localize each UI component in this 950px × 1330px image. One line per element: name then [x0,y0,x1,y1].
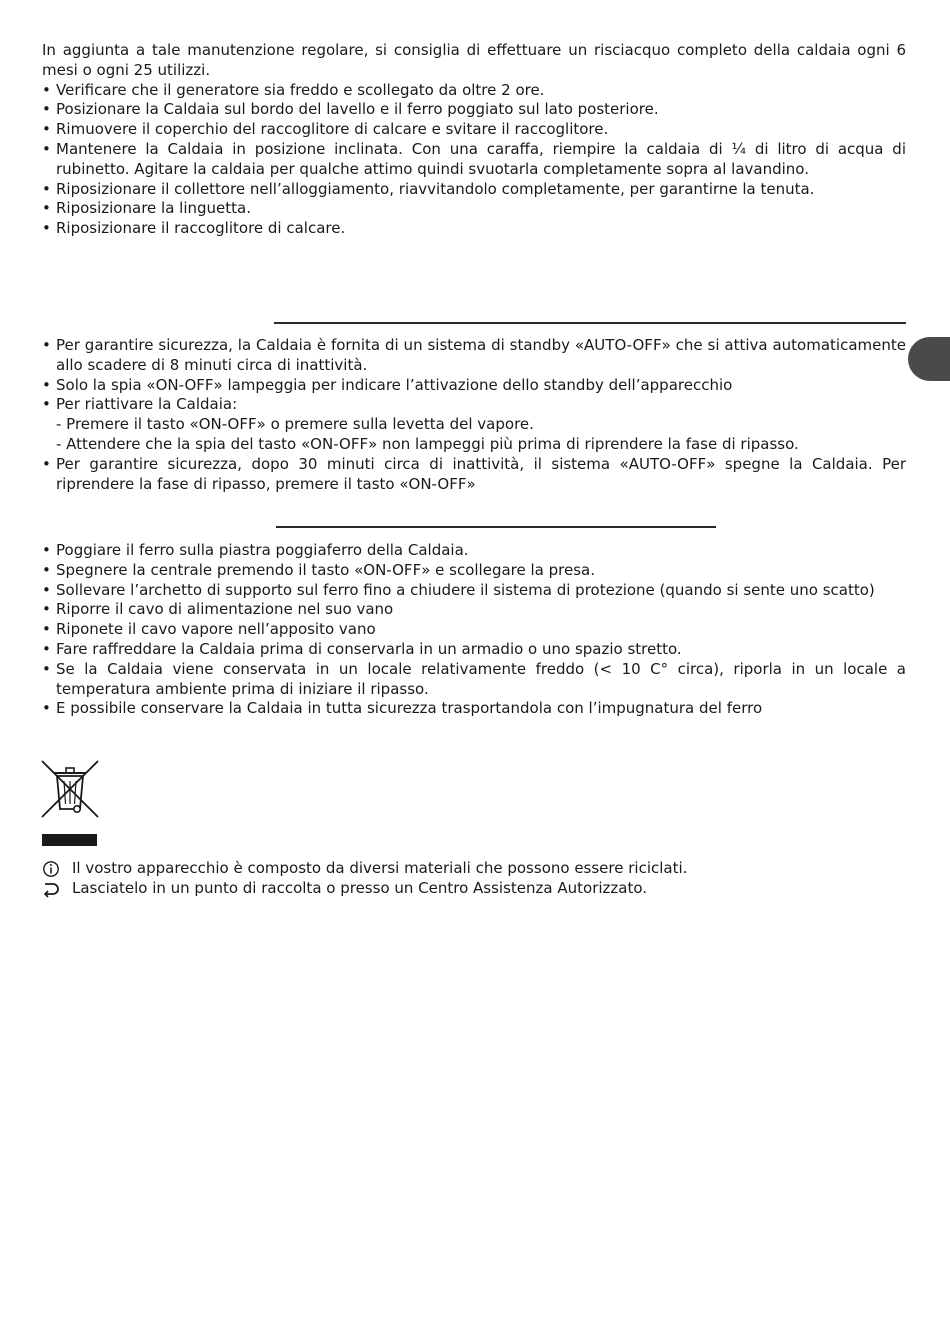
list-item: • Posizionare la Caldaia sul bordo del lavello e il ferro poggiato sul lato posteriore. [42,100,906,120]
list-item: • Sollevare l’archetto di supporto sul ferro fino a chiudere il sistema di protezione (quando si sente uno scatto) [42,581,906,601]
standby-list [42,336,906,494]
list-item: • Poggiare il ferro sulla piastra poggiaferro della Caldaia. [42,541,906,561]
list-item: • Riposizionare il raccoglitore di calcare. [42,219,906,239]
rinse-steps-list [42,81,906,239]
list-item: • Per garantire sicurezza, dopo 30 minuti circa di inattività, il sistema «AUTO-OFF» spegne la Caldaia. Per riprendere la fase di ripasso, premere il tasto «ON-OFF» [42,455,906,495]
sub-list-item: - Attendere che la spia del tasto «ON-OFF» non lampeggi più prima di riprendere la fase di ripasso. [56,434,799,453]
list-item: • Se la Caldaia viene conservata in un locale relativamente freddo (< 10 C° circa), riporla in un locale a temperatura ambiente prima di iniziare il ripasso. [42,660,906,700]
arrow-note [42,879,902,899]
list-item: • Rimuovere il coperchio del raccoglitore di calcare e svitare il raccoglitore. [42,120,906,140]
section-heading-rule-storage [276,526,716,528]
list-item: • Riposizionare il collettore nell’alloggiamento, riavvitandolo completamente, per garantirne la tenuta. [42,180,906,200]
list-item: • Solo la spia «ON-OFF» lampeggia per indicare l’attivazione dello standby dell’apparecchio [42,376,906,396]
list-item: • Mantenere la Caldaia in posizione inclinata. Con una caraffa, riempire la caldaia di ¼ di litro di acqua di rubinetto. Agitare la caldaia per qualche attimo quindi svuotarla completamente sopra al lavandino. [42,140,906,180]
info-note-text: Il vostro apparecchio è composto da diversi materiali che possono essere riciclati. [72,859,688,877]
list-item: • Spegnere la centrale premendo il tasto «ON-OFF» e scollegare la presa. [42,561,906,581]
rinse-section [42,41,906,239]
sub-list-item: - Premere il tasto «ON-OFF» o premere sulla levetta del vapore. [56,415,534,434]
arrow-icon [42,880,60,898]
list-item: • E possibile conservare la Caldaia in tutta sicurezza trasportandola con l’impugnatura del ferro [42,699,906,719]
list-item: • Riponete il cavo vapore nell’apposito vano [42,620,906,640]
section-heading-rule-standby [274,322,906,324]
storage-section [42,541,906,719]
list-item: • Verificare che il generatore sia freddo e scollegato da oltre 2 ore. [42,81,906,101]
list-item: • Fare raffreddare la Caldaia prima di conservarla in un armadio o uno spazio stretto. [42,640,906,660]
info-icon [42,860,60,878]
info-note [42,859,902,879]
environment-notes [42,859,902,899]
list-item: • Per riattivare la Caldaia: [42,395,906,415]
list-item: • Riposizionare la linguetta. [42,199,906,219]
rinse-intro-paragraph: In aggiunta a tale manutenzione regolare, si consiglia di effettuare un risciacquo completo della caldaia ogni 6 mesi o ogni 25 utilizzi. [42,41,906,79]
storage-list [42,541,906,719]
crossed-bin-icon [40,759,100,849]
standby-section [42,336,906,494]
arrow-note-text: Lasciatelo in un punto di raccolta o presso un Centro Assistenza Autorizzato. [72,878,648,897]
list-item: • Riporre il cavo di alimentazione nel suo vano [42,600,906,620]
language-tab-marker [908,337,950,381]
list-item: • Per garantire sicurezza, la Caldaia è fornita di un sistema di standby «AUTO-OFF» che si attiva automaticamente allo scadere di 8 minuti circa di inattività. [42,336,906,376]
